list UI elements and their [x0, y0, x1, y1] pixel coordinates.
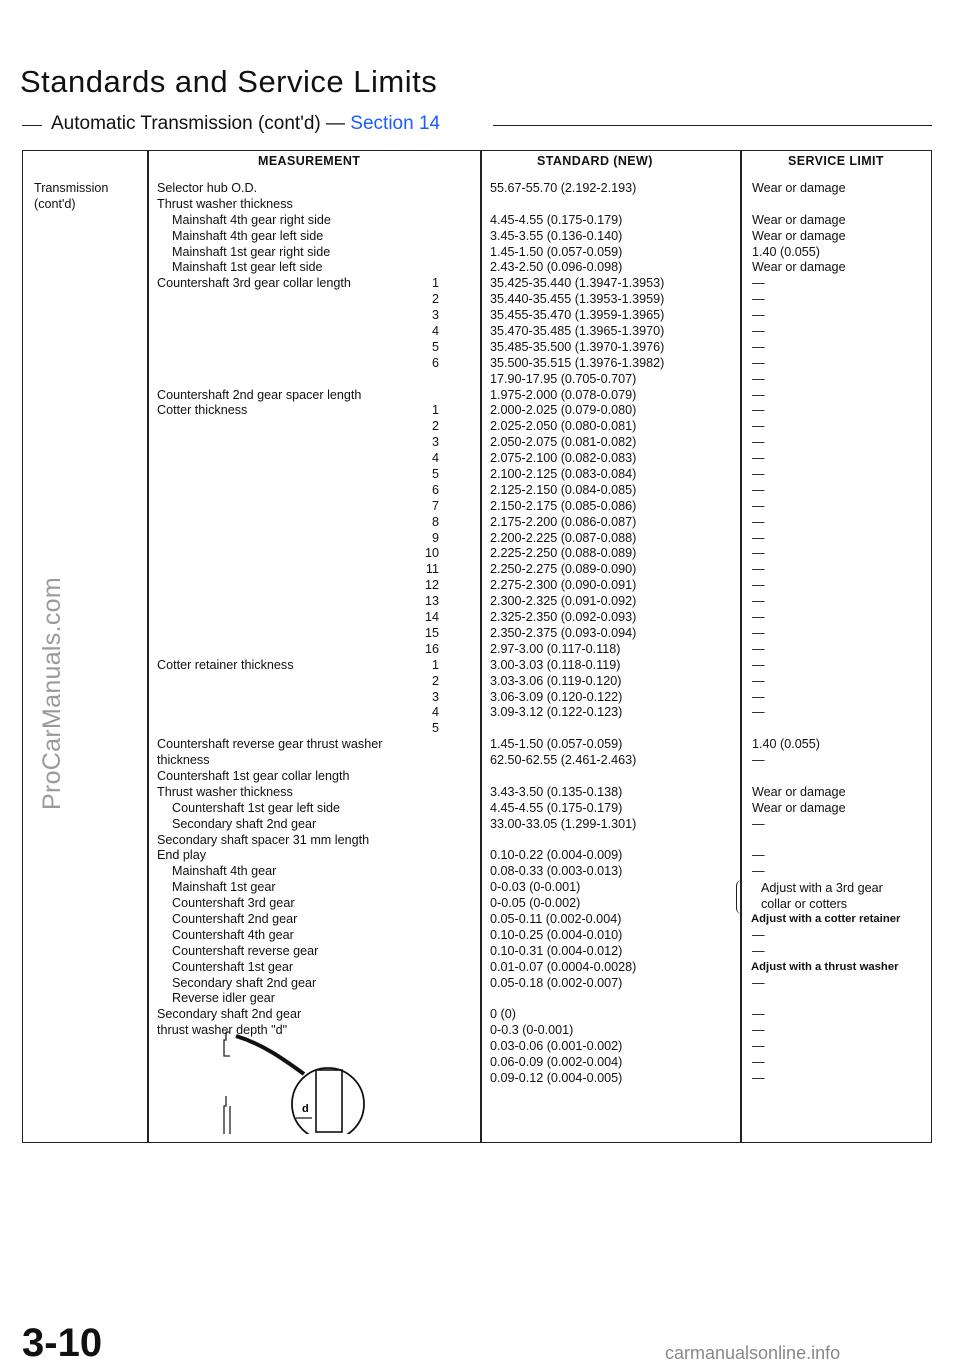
subtitle-text: Automatic Transmission (cont'd): [51, 113, 321, 134]
service-limit-row: Wear or damage: [752, 260, 846, 275]
standard-row: 2.050-2.075 (0.081-0.082): [490, 435, 637, 450]
measurement-row: [157, 594, 382, 610]
index-row: 5: [431, 467, 439, 482]
standard-row: 2.43-2.50 (0.096-0.098): [490, 260, 623, 275]
index-row: 3: [431, 689, 439, 704]
service-limit-row: —: [752, 514, 765, 529]
category-cell: [34, 181, 108, 213]
leader-arrow: [236, 1036, 304, 1074]
standard-row: 2.125-2.150 (0.084-0.085): [490, 482, 637, 497]
standard-row: 35.500-35.515 (1.3976-1.3982): [490, 355, 665, 370]
measurement-row: Mainshaft 4th gear right side: [172, 212, 331, 227]
index-row: 3: [431, 308, 439, 323]
index-row: 5: [431, 721, 439, 736]
standard-row: 2.325-2.350 (0.092-0.093): [490, 610, 637, 625]
service-limit-row: —: [752, 562, 765, 577]
service-limit-row: —: [752, 546, 765, 561]
standard-row: [490, 721, 664, 737]
standard-row: 55.67-55.70 (2.192-2.193): [490, 181, 637, 195]
index-row: 14: [424, 610, 439, 625]
index-row: [414, 181, 439, 197]
measurement-row: [157, 356, 382, 372]
section-subtitle: [51, 113, 440, 135]
subtitle-dash: —: [326, 113, 346, 134]
measurement-row: Countershaft 1st gear left side: [172, 800, 341, 815]
service-limit-row: [752, 833, 846, 849]
standard-row: 3.45-3.55 (0.136-0.140): [490, 228, 623, 243]
service-limit-row: —: [752, 355, 765, 370]
index-row: [414, 197, 439, 213]
standard-row: 2.175-2.200 (0.086-0.087): [490, 514, 637, 529]
index-row: 6: [431, 355, 439, 370]
standard-row: 2.275-2.300 (0.090-0.091): [490, 578, 637, 593]
standard-row: 2.000-2.025 (0.079-0.080): [490, 403, 637, 418]
measurement-row: [157, 721, 382, 737]
index-row: [414, 372, 439, 388]
standard-row: 35.470-35.485 (1.3965-1.3970): [490, 324, 665, 339]
service-limit-row: —: [752, 689, 765, 704]
standard-row: [490, 991, 664, 1007]
standard-row: 0.08-0.33 (0.003-0.013): [490, 864, 623, 879]
standard-row: 0.05-0.18 (0.002-0.007): [490, 975, 623, 990]
measurement-row: Selector hub O.D.: [157, 181, 258, 195]
measurement-row: Mainshaft 1st gear left side: [172, 260, 323, 275]
measurement-row: [157, 308, 382, 324]
index-row: [414, 260, 439, 276]
standard-row: [490, 769, 664, 785]
service-limit-row: [752, 991, 846, 1007]
index-row: 7: [431, 498, 439, 513]
cotter-retainer-note: Adjust with a cotter retainer: [751, 913, 901, 925]
service-limit-row: —: [752, 1070, 765, 1085]
service-limit-row: —: [752, 371, 765, 386]
service-limit-row: —: [752, 848, 765, 863]
depth-label: d: [302, 1103, 309, 1115]
standard-row: 3.09-3.12 (0.122-0.123): [490, 705, 623, 720]
measurement-row: [157, 340, 382, 356]
index-row: 12: [424, 578, 439, 593]
index-row: 13: [424, 594, 439, 609]
measurement-row: Countershaft 4th gear: [172, 927, 294, 942]
measurement-row: Countershaft 3rd gear collar length: [157, 276, 351, 291]
measurement-row: [157, 515, 382, 531]
standard-row: 3.43-3.50 (0.135-0.138): [490, 784, 623, 799]
service-limit-row: —: [752, 943, 765, 958]
service-limit-row: —: [752, 451, 765, 466]
service-limit-row: —: [752, 975, 765, 990]
service-limit-row: Wear or damage: [752, 800, 846, 815]
index-row: 2: [431, 673, 439, 688]
index-row: 11: [425, 562, 439, 577]
measurement-row: Secondary shaft spacer 31 mm length: [157, 832, 370, 847]
index-row: 8: [431, 514, 439, 529]
brace-bracket: [736, 880, 743, 914]
category-line: Transmission: [34, 181, 109, 195]
service-limit-row: —: [752, 1023, 765, 1038]
service-limit-row: Wear or damage: [752, 228, 846, 243]
service-limit-row: —: [752, 498, 765, 513]
measurement-row: Secondary shaft 2nd gear: [172, 816, 317, 831]
standard-row: 3.03-3.06 (0.119-0.120): [490, 673, 622, 688]
measurement-row: Mainshaft 1st gear: [172, 880, 276, 895]
standard-row: 2.97-3.00 (0.117-0.118): [490, 641, 621, 656]
standard-row: 0.10-0.22 (0.004-0.009): [490, 848, 623, 863]
measurement-row: Countershaft 3rd gear: [172, 896, 295, 911]
page-number: 3-10: [22, 1321, 103, 1365]
measurement-row: [157, 562, 382, 578]
measurement-row: [157, 705, 382, 721]
standard-row: 3.00-3.03 (0.118-0.119): [490, 657, 621, 672]
index-row: 3: [431, 435, 439, 450]
standard-row: 2.150-2.175 (0.085-0.086): [490, 498, 637, 513]
page-title: Standards and Service Limits: [20, 64, 438, 99]
header-standard: STANDARD (NEW): [537, 154, 653, 168]
standard-row: 0.10-0.25 (0.004-0.010): [490, 927, 623, 942]
service-limit-row: [752, 197, 846, 213]
measurement-column: [157, 181, 382, 1039]
standard-row: 0 (0): [490, 1007, 516, 1022]
standard-row: 35.455-35.470 (1.3959-1.3965): [490, 308, 665, 323]
index-row: 1: [431, 276, 439, 291]
service-limit-row: —: [752, 339, 765, 354]
index-row: 16: [424, 641, 439, 656]
index-row: 2: [431, 292, 439, 307]
measurement-row: [157, 531, 382, 547]
standard-row: 1.45-1.50 (0.057-0.059): [490, 737, 623, 752]
measurement-row: thrust washer depth "d": [157, 1023, 288, 1038]
detail-circle: [292, 1068, 364, 1134]
service-limit-row: —: [752, 657, 765, 672]
index-row: 4: [431, 451, 439, 466]
service-limit-row: —: [752, 435, 765, 450]
measurement-row: [157, 674, 382, 690]
service-limit-row: Wear or damage: [752, 784, 846, 799]
index-row: [414, 213, 439, 229]
service-limit-row: —: [752, 705, 765, 720]
thrust-washer-depth-diagram: [212, 1022, 372, 1134]
measurement-row: [157, 467, 382, 483]
standard-row: 2.225-2.250 (0.088-0.089): [490, 546, 637, 561]
standard-row: 2.100-2.125 (0.083-0.084): [490, 467, 637, 482]
measurement-row: End play: [157, 848, 207, 863]
column-divider-3: [740, 150, 742, 1143]
service-limit-row: —: [752, 641, 765, 656]
index-row: 9: [431, 530, 439, 545]
header-service-limit: SERVICE LIMIT: [788, 154, 884, 168]
index-row: 6: [431, 482, 439, 497]
measurement-row: [157, 546, 382, 562]
service-limit-column: [752, 181, 846, 1087]
service-limit-row: [752, 769, 846, 785]
standard-row: 0.01-0.07 (0.0004-0.0028): [490, 959, 637, 974]
column-divider-2: [480, 150, 482, 1143]
standard-row: 0-0.3 (0-0.001): [490, 1023, 574, 1038]
measurement-row: [157, 451, 382, 467]
brace-note-line1: Adjust with a 3rd gear: [761, 881, 883, 895]
standard-row: [490, 197, 664, 213]
standard-row: 0.09-0.12 (0.004-0.005): [490, 1070, 623, 1085]
measurement-row: Secondary shaft 2nd gear: [157, 1007, 302, 1022]
standard-row: 1.45-1.50 (0.057-0.059): [490, 244, 623, 259]
measurement-row: Thrust washer thickness: [157, 784, 293, 799]
measurement-row: Countershaft 2nd gear spacer length: [157, 387, 362, 402]
service-limit-row: —: [752, 927, 765, 942]
standard-column: [490, 181, 664, 1087]
service-limit-row: 1.40 (0.055): [752, 244, 820, 259]
measurement-row: [157, 419, 382, 435]
measurement-row: Mainshaft 4th gear left side: [172, 228, 324, 243]
measurement-row: Cotter thickness: [157, 403, 248, 418]
service-limit-row: —: [752, 753, 765, 768]
shaft-outline-lower: [224, 1096, 230, 1134]
measurement-row: Mainshaft 1st gear right side: [172, 244, 331, 259]
service-limit-row: —: [752, 324, 765, 339]
standard-row: 0.03-0.06 (0.001-0.002): [490, 1039, 623, 1054]
standard-row: 2.350-2.375 (0.093-0.094): [490, 625, 637, 640]
washer-detail: [316, 1070, 342, 1132]
measurement-row: Mainshaft 4th gear: [172, 864, 277, 879]
service-limit-row: —: [752, 610, 765, 625]
measurement-row: [157, 499, 382, 515]
index-row: 15: [424, 625, 439, 640]
standard-row: 35.485-35.500 (1.3970-1.3976): [490, 339, 665, 354]
service-limit-row: —: [752, 673, 765, 688]
standard-row: 2.075-2.100 (0.082-0.083): [490, 451, 637, 466]
standard-row: 0.05-0.11 (0.002-0.004): [490, 911, 622, 926]
standard-row: 3.06-3.09 (0.120-0.122): [490, 689, 623, 704]
service-limit-row: —: [752, 625, 765, 640]
standard-row: 62.50-62.55 (2.461-2.463): [490, 753, 637, 768]
measurement-row: Countershaft 2nd gear: [172, 911, 298, 926]
column-divider-1: [147, 150, 149, 1143]
service-limit-row: —: [752, 864, 765, 879]
service-limit-row: Wear or damage: [752, 181, 846, 195]
measurement-row: Countershaft reverse gear thrust washer: [157, 737, 383, 752]
measurement-row: [157, 372, 382, 388]
shaft-outline: [224, 1032, 230, 1056]
index-row: 2: [431, 419, 439, 434]
service-limit-row: [752, 721, 846, 737]
section-link[interactable]: Section 14: [350, 113, 441, 134]
measurement-row: [157, 610, 382, 626]
service-limit-row: —: [752, 1039, 765, 1054]
standard-row: 17.90-17.95 (0.705-0.707): [490, 371, 637, 386]
measurement-row: [157, 578, 382, 594]
header-measurement: MEASUREMENT: [258, 154, 361, 168]
standard-row: 2.025-2.050 (0.080-0.081): [490, 419, 637, 434]
measurement-row: [157, 292, 382, 308]
standard-row: 2.200-2.225 (0.087-0.088): [490, 530, 637, 545]
watermark: [8, 560, 66, 830]
service-limit-row: —: [752, 482, 765, 497]
service-limit-row: —: [752, 594, 765, 609]
service-limit-row: —: [752, 816, 765, 831]
measurement-row: Cotter retainer thickness: [157, 657, 294, 672]
watermark-text: ProCarManuals.com: [38, 577, 66, 810]
index-row: 4: [431, 705, 439, 720]
measurement-row: [157, 324, 382, 340]
service-limit-row: 1.40 (0.055): [752, 737, 820, 752]
service-limit-row: —: [752, 387, 765, 402]
standard-row: 0-0.05 (0-0.002): [490, 896, 581, 911]
service-limit-row: —: [752, 1054, 765, 1069]
index-row: [414, 388, 439, 404]
category-line: (cont'd): [34, 196, 76, 211]
measurement-row: [157, 690, 382, 706]
standard-row: 0.06-0.09 (0.002-0.004): [490, 1054, 623, 1069]
standard-row: 4.45-4.55 (0.175-0.179): [490, 800, 623, 815]
brace-note-line2: collar or cotters: [761, 897, 848, 911]
measurement-row: Countershaft 1st gear collar length: [157, 768, 350, 783]
measurement-row: [157, 483, 382, 499]
measurement-row: Thrust washer thickness: [157, 196, 293, 211]
index-column: [414, 181, 439, 737]
service-limit-row: —: [752, 578, 765, 593]
thrust-washer-note: Adjust with a thrust washer: [751, 961, 899, 973]
standard-row: 4.45-4.55 (0.175-0.179): [490, 212, 623, 227]
standard-row: 0-0.03 (0-0.001): [490, 880, 581, 895]
service-limit-row: —: [752, 419, 765, 434]
index-row: [414, 245, 439, 261]
subtitle-rule-right: [493, 125, 932, 126]
standard-row: 1.975-2.000 (0.078-0.079): [490, 387, 637, 402]
index-row: 1: [431, 403, 439, 418]
index-row: [414, 229, 439, 245]
index-row: 5: [431, 339, 439, 354]
measurement-row: Countershaft reverse gear: [172, 943, 319, 958]
service-limit-row: —: [752, 308, 765, 323]
service-limit-row: —: [752, 292, 765, 307]
service-limit-row: —: [752, 1007, 765, 1022]
standard-row: 2.250-2.275 (0.089-0.090): [490, 562, 637, 577]
index-row: 4: [431, 324, 439, 339]
service-limit-row: —: [752, 530, 765, 545]
measurement-row: Countershaft 1st gear: [172, 959, 294, 974]
service-limit-row: Wear or damage: [752, 212, 846, 227]
service-limit-row: —: [752, 467, 765, 482]
measurement-row: Secondary shaft 2nd gear: [172, 975, 317, 990]
site-footer: carmanualsonline.info: [665, 1343, 841, 1363]
subtitle-rule-left: [22, 125, 42, 126]
service-limit-row: —: [752, 403, 765, 418]
standard-row: 35.425-35.440 (1.3947-1.3953): [490, 276, 665, 291]
standard-row: 0.10-0.31 (0.004-0.012): [490, 943, 623, 958]
measurement-row: [157, 435, 382, 451]
standard-row: 2.300-2.325 (0.091-0.092): [490, 594, 637, 609]
measurement-row: Reverse idler gear: [172, 991, 275, 1006]
index-row: 10: [424, 546, 439, 561]
standard-row: 33.00-33.05 (1.299-1.301): [490, 816, 637, 831]
index-row: 1: [431, 657, 439, 672]
standard-row: 35.440-35.455 (1.3953-1.3959): [490, 292, 665, 307]
measurement-row: [157, 626, 382, 642]
measurement-row: thickness: [157, 753, 210, 768]
measurement-row: [157, 642, 382, 658]
service-limit-row: —: [752, 276, 765, 291]
standard-row: [490, 833, 664, 849]
